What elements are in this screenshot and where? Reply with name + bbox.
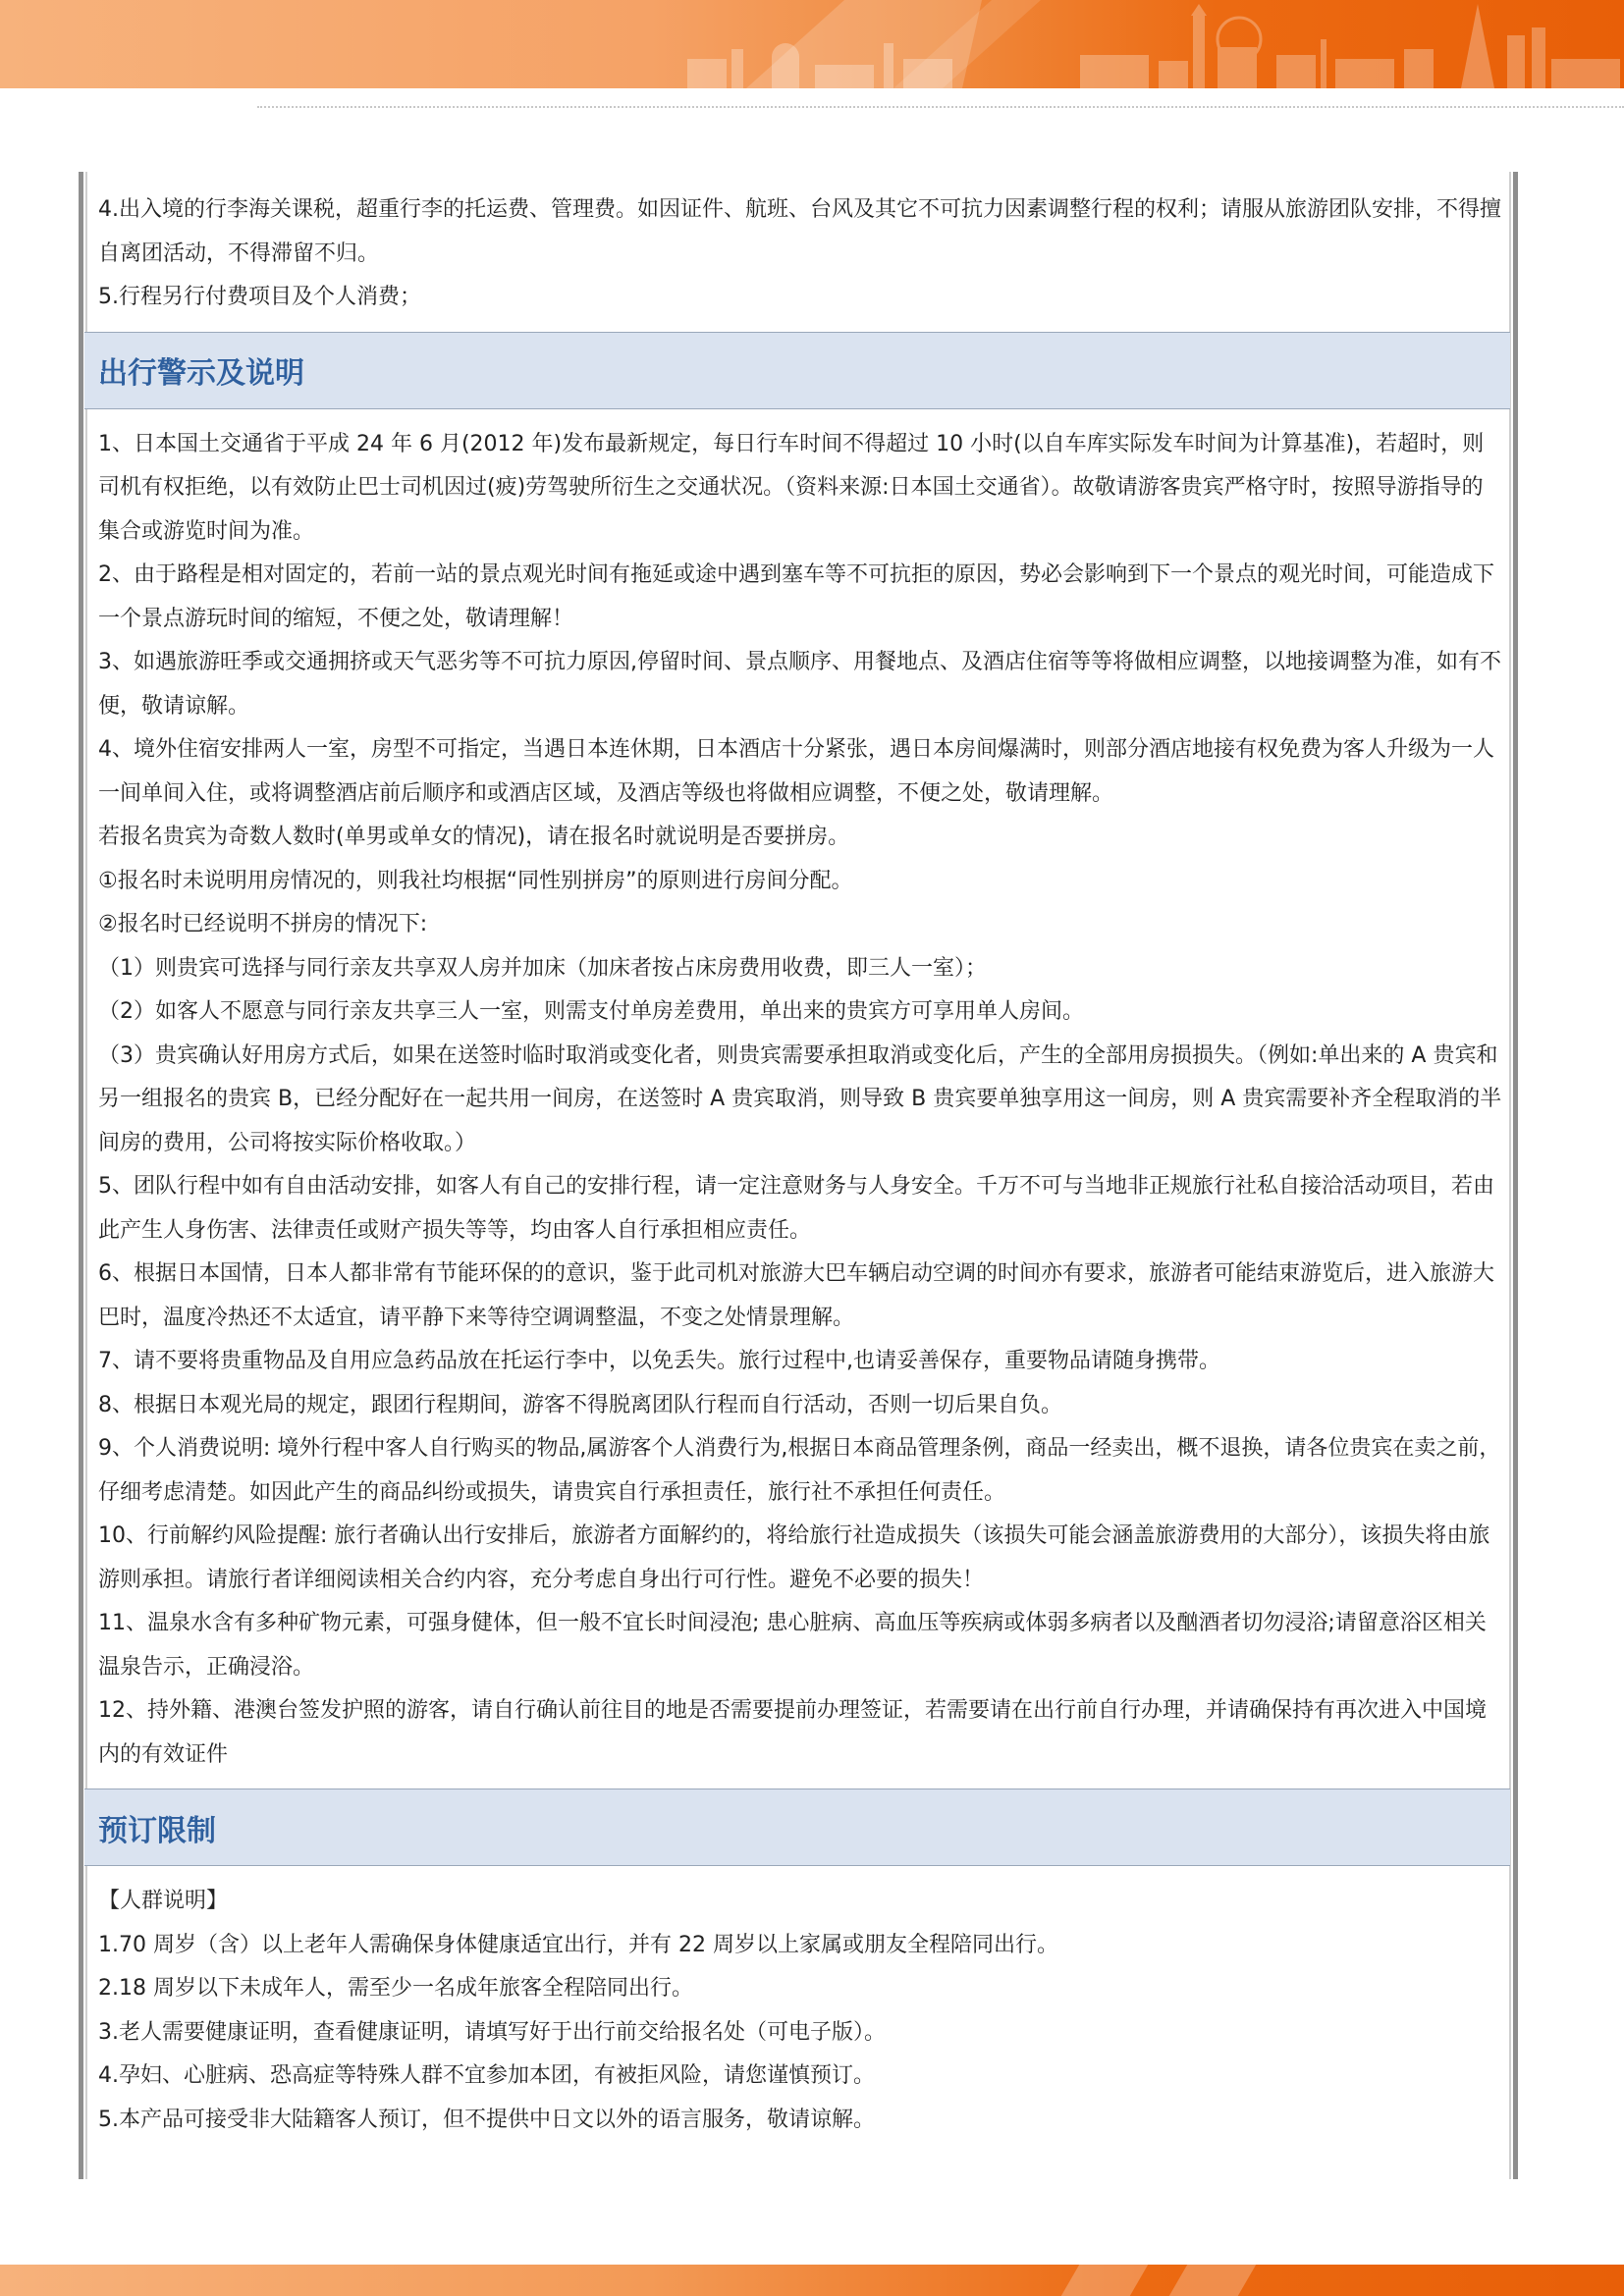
intro-line: 5.行程另行付费项目及个人消费； [98, 285, 421, 309]
section-title: 预订限制 [98, 1813, 216, 1848]
warning-paragraph: 6、根据日本国情，日本人都非常有节能环保的的意识，鉴于此司机对旅游大巴车辆启动空调的时间亦有要求，旅游者可能结束游览后，进入旅游大巴时，温度冷热还不太适宜，请平静下来等待空调调整温，不变之处情景理解。 [98, 1261, 1495, 1330]
section-header-booking [84, 1789, 1510, 1866]
warning-paragraph: 若报名贵宾为奇数人数时(单男或单女的情况)，请在报名时就说明是否要拼房。 [98, 825, 850, 849]
warning-paragraph: 11、温泉水含有多种矿物元素，可强身健体，但一般不宜长时间浸泡; 患心脏病、高血压等疾病或体弱多病者以及酗酒者切勿浸浴;请留意浴区相关温泉告示，正确浸浴。 [98, 1611, 1487, 1680]
warning-paragraph: 2、由于路程是相对固定的，若前一站的景点观光时间有拖延或途中遇到塞车等不可抗拒的原因，势必会影响到下一个景点的观光时间，可能造成下一个景点游玩时间的缩短，不便之处，敬请理解！ [98, 562, 1495, 631]
booking-paragraph: 2.18 周岁以下未成年人，需至少一名成年旅客全程陪同出行。 [98, 1976, 693, 2001]
warning-paragraph: 9、个人消费说明: 境外行程中客人自行购买的物品,属游客个人消费行为,根据日本商品管理条例，商品一经卖出，概不退换，请各位贵宾在卖之前，仔细考虑清楚。如因此产生的商品纠纷或损失，请贵宾自行承担责任，旅行社不承担任何责任。 [98, 1436, 1501, 1505]
warning-paragraph: （3）贵宾确认好用房方式后，如果在送签时临时取消或变化者，则贵宾需要承担取消或变化后，产生的全部用房损损失。（例如:单出来的 A 贵宾和另一组报名的贵宾 B，已经分配好在一起共用一间房，在送签时 A 贵宾取消，则导致 B 贵宾要单独享用这一间房，则 A 贵宾需要补齐全程取消的半间房的费用，公司将按实际价格收取。） [98, 1042, 1502, 1155]
section-title: 出行警示及说明 [98, 356, 304, 391]
skyline-decoration [0, 0, 1624, 88]
header-divider [257, 106, 1624, 108]
warning-paragraph: 5、团队行程中如有自由活动安排，如客人有自己的安排行程，请一定注意财务与人身安全。千万不可与当地非正规旅行社私自接洽活动项目，若由此产生人身伤害、法律责任或财产损失等等，均由客人自行承担相应责任。 [98, 1174, 1495, 1243]
footer-banner [0, 2265, 1624, 2296]
warning-paragraph: （1）则贵宾可选择与同行亲友共享双人房并加床（加床者按占床房费用收费，即三人一室）； [98, 955, 988, 981]
content-area [98, 188, 1504, 2142]
section-header-warning [84, 332, 1510, 409]
booking-paragraph: 5.本产品可接受非大陆籍客人预订，但不提供中日文以外的语言服务，敬请谅解。 [98, 2107, 875, 2132]
warning-paragraph: 8、根据日本观光局的规定，跟团行程期间，游客不得脱离团队行程而自行活动，否则一切后果自负。 [98, 1392, 1063, 1417]
warning-list [98, 423, 1504, 1778]
booking-paragraph: 【人群说明】 [98, 1889, 229, 1913]
warning-paragraph: 7、请不要将贵重物品及自用应急药品放在托运行李中，以免丢失。旅行过程中,也请妥善保存，重要物品请随身携带。 [98, 1349, 1220, 1373]
warning-paragraph: （2）如客人不愿意与同行亲友共享三人一室，则需支付单房差费用，单出来的贵宾方可享用单人房间。 [98, 999, 1085, 1024]
warning-paragraph: 1、日本国土交通省于平成 24 年 6 月(2012 年)发布最新规定，每日行车时间不得超过 10 小时(以自车库实际发车时间为计算基准)，若超时，则司机有权拒绝，以有效防止巴士司机因过(疲)劳驾驶所衍生之交通状况。（资料来源:日本国土交通省）。故敬请游客贵宾严格守时，按照导游指导的集合或游览时间为准。 [98, 431, 1485, 544]
intro-block [98, 188, 1504, 320]
warning-paragraph: 4、境外住宿安排两人一室，房型不可指定，当遇日本连休期，日本酒店十分紧张，遇日本房间爆满时，则部分酒店地接有权免费为客人升级为一人一间单间入住，或将调整酒店前后顺序和或酒店区域，及酒店等级也将做相应调整，不便之处，敬请理解。 [98, 737, 1495, 806]
warning-paragraph: 12、持外籍、港澳台签发护照的游客，请自行确认前往目的地是否需要提前办理签证，若需要请在出行前自行办理，并请确保持有再次进入中国境内的有效证件 [98, 1698, 1487, 1767]
booking-paragraph: 1.70 周岁（含）以上老年人需确保身体健康适宜出行，并有 22 周岁以上家属或朋友全程陪同出行。 [98, 1932, 1058, 1957]
warning-paragraph: 10、行前解约风险提醒: 旅行者确认出行安排后，旅游者方面解约的，将给旅行社造成损失（该损失可能会涵盖旅游费用的大部分），该损失将由旅游则承担。请旅行者详细阅读相关合约内容，充分考虑自身出行可行性。避免不必要的损失！ [98, 1523, 1490, 1592]
header-banner [0, 0, 1624, 88]
warning-paragraph: 3、如遇旅游旺季或交通拥挤或天气恶劣等不可抗力原因,停留时间、景点顺序、用餐地点、及酒店住宿等等将做相应调整，以地接调整为准，如有不便，敬请谅解。 [98, 650, 1501, 719]
warning-paragraph: ①报名时未说明用房情况的，则我社均根据“同性别拼房”的原则进行房间分配。 [98, 868, 853, 893]
booking-list [98, 1880, 1504, 2142]
intro-line: 4.出入境的行李海关课税，超重行李的托运费、管理费。如因证件、航班、台风及其它不可抗力因素调整行程的权利；请服从旅游团队安排，不得擅自离团活动，不得滞留不归。 [98, 197, 1501, 266]
warning-paragraph: ②报名时已经说明不拼房的情况下: [98, 912, 428, 936]
booking-paragraph: 3.老人需要健康证明，查看健康证明，请填写好于出行前交给报名处（可电子版）。 [98, 2019, 886, 2045]
booking-paragraph: 4.孕妇、心脏病、恐高症等特殊人群不宜参加本团，有被拒风险，请您谨慎预订。 [98, 2063, 875, 2088]
